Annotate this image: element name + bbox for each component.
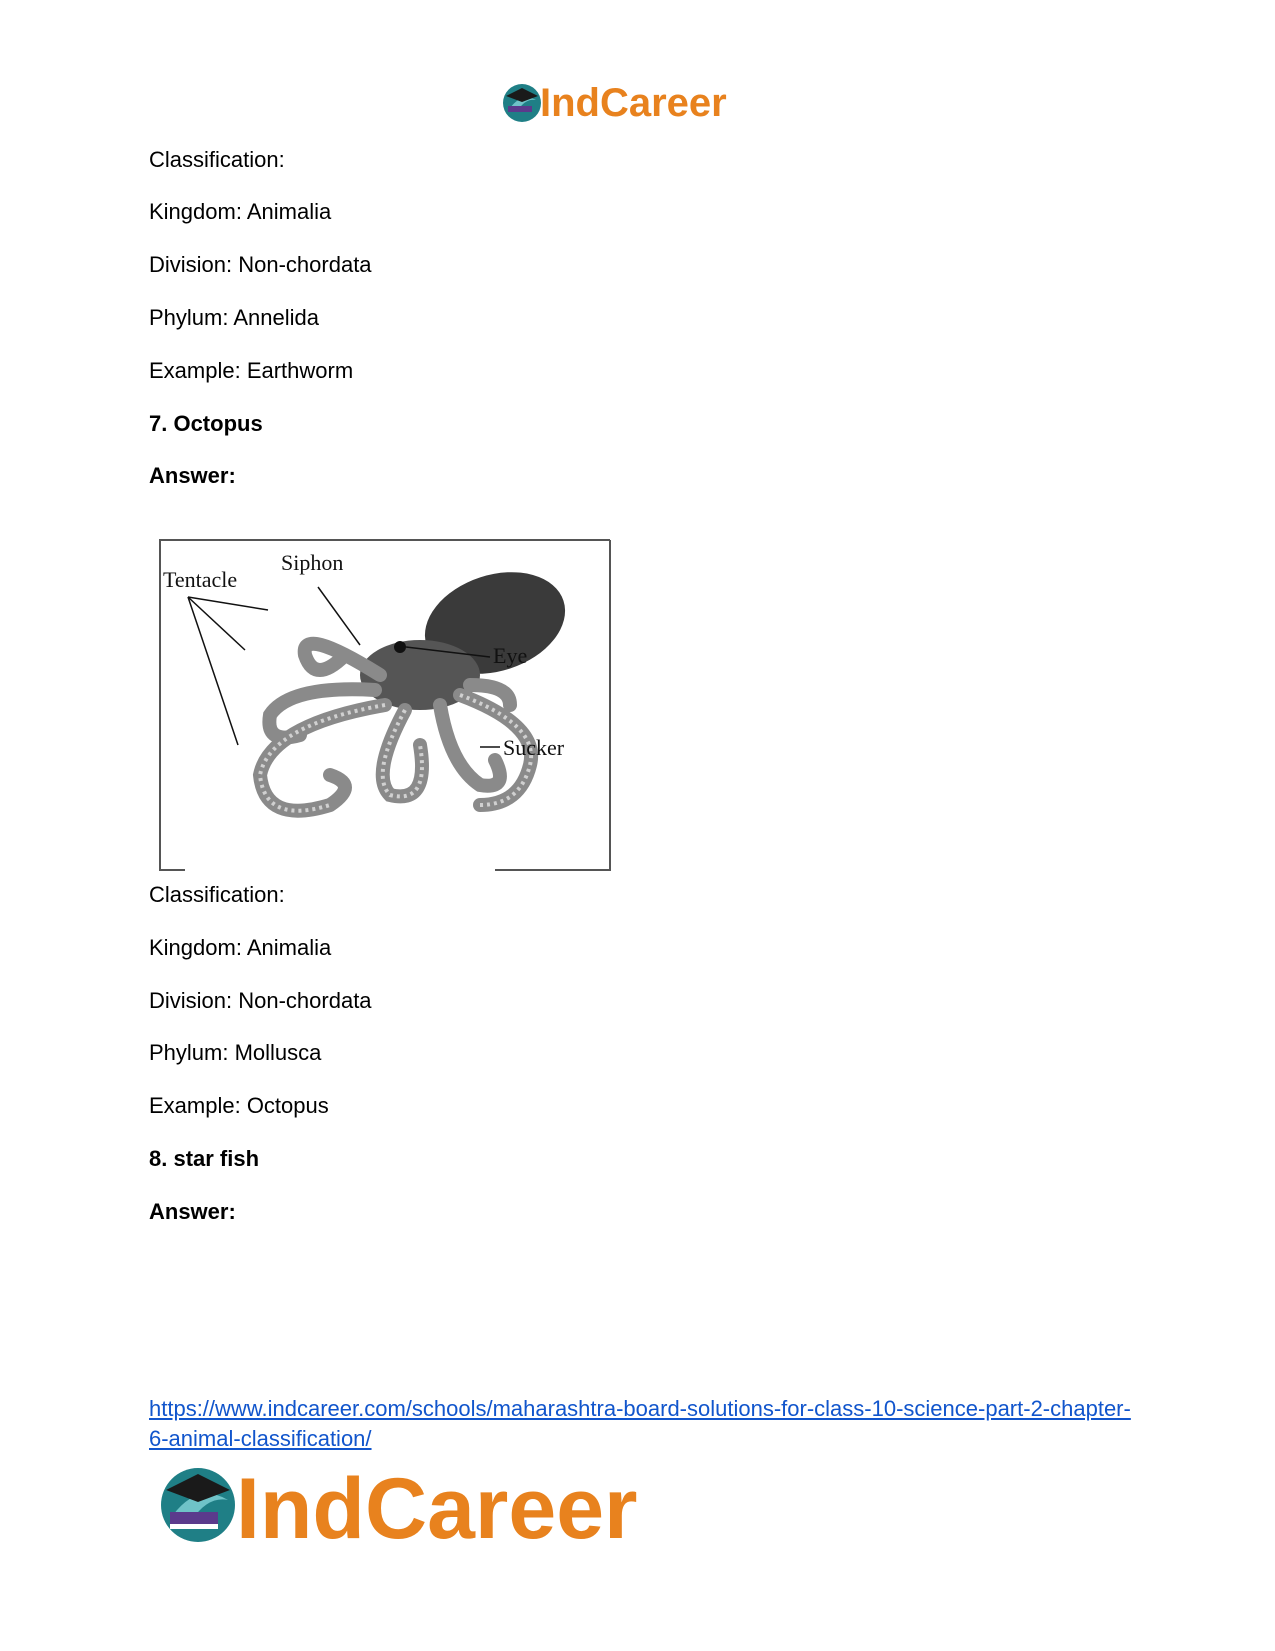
classification-label-1: Classification: bbox=[149, 147, 285, 172]
division-line-1: Division: Non-chordata bbox=[149, 252, 372, 277]
label-siphon: Siphon bbox=[281, 550, 344, 575]
example-line-2: Example: Octopus bbox=[149, 1093, 329, 1118]
label-eye: Eye bbox=[493, 643, 528, 668]
label-sucker: Sucker bbox=[503, 735, 565, 760]
indcareer-logo-bottom bbox=[158, 1460, 698, 1550]
logo-bottom-text: IndCareer bbox=[236, 1461, 638, 1550]
indcareer-logo-top bbox=[500, 78, 770, 128]
logo-top-text: IndCareer bbox=[540, 81, 727, 125]
source-link[interactable]: https://www.indcareer.com/schools/maharashtra-board-solutions-for-class-10-science-part-2-chapter-6-animal-classification/ bbox=[149, 1396, 1131, 1451]
question-8-title: 8. star fish bbox=[149, 1146, 260, 1171]
kingdom-line-1: Kingdom: Animalia bbox=[149, 199, 332, 224]
phylum-line-2: Phylum: Mollusca bbox=[149, 1040, 322, 1065]
example-line-1: Example: Earthworm bbox=[149, 358, 354, 383]
question-7-title: 7. Octopus bbox=[149, 411, 263, 436]
phylum-line-1: Phylum: Annelida bbox=[149, 305, 319, 330]
answer-label-8: Answer: bbox=[149, 1199, 236, 1224]
label-tentacle: Tentacle bbox=[163, 567, 238, 592]
kingdom-line-2: Kingdom: Animalia bbox=[149, 935, 332, 960]
answer-label-7: Answer: bbox=[149, 463, 236, 488]
classification-label-2: Classification: bbox=[149, 882, 285, 907]
division-line-2: Division: Non-chordata bbox=[149, 988, 372, 1013]
octopus-eye bbox=[394, 641, 406, 653]
octopus-diagram bbox=[150, 535, 620, 885]
